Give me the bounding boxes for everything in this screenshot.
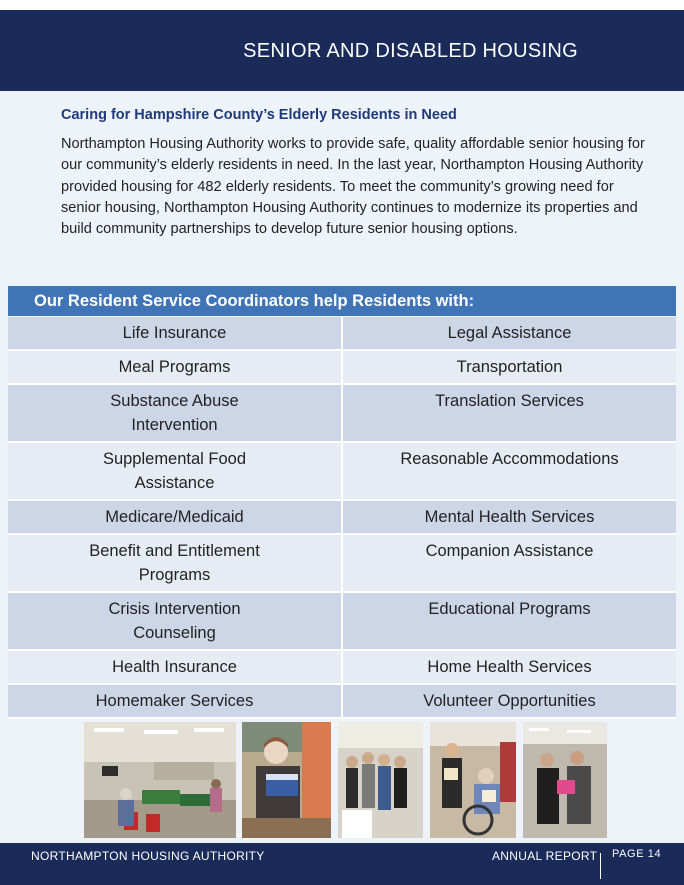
table-row xyxy=(8,384,676,442)
top-margin xyxy=(0,0,684,10)
photo-two-residents xyxy=(523,722,607,838)
service-cell-left: Meal Programs xyxy=(8,350,342,384)
services-table-header: Our Resident Service Coordinators help Residents with: xyxy=(8,286,676,316)
service-cell-right: Companion Assistance xyxy=(342,534,676,592)
service-cell-left: Crisis Intervention Counseling xyxy=(8,592,342,650)
service-cell-left: Homemaker Services xyxy=(8,684,342,718)
page-number: PAGE 14 xyxy=(612,848,662,860)
section-heading: Caring for Hampshire County’s Elderly Residents in Need xyxy=(61,107,457,123)
service-cell-right: Reasonable Accommodations xyxy=(342,442,676,500)
service-cell-left: Substance Abuse Intervention xyxy=(8,384,342,442)
footer-report-title: ANNUAL REPORT xyxy=(492,849,598,863)
photo-strip xyxy=(0,722,684,838)
table-row xyxy=(8,650,676,684)
service-cell-left: Life Insurance xyxy=(8,317,342,350)
table-row xyxy=(8,317,676,350)
services-table xyxy=(8,317,676,719)
service-cell-right: Educational Programs xyxy=(342,592,676,650)
service-cell-right: Transportation xyxy=(342,350,676,384)
table-row xyxy=(8,684,676,718)
footer-divider xyxy=(600,853,601,879)
service-cell-right: Mental Health Services xyxy=(342,500,676,534)
service-cell-right: Legal Assistance xyxy=(342,317,676,350)
service-cell-right: Volunteer Opportunities xyxy=(342,684,676,718)
service-cell-left: Medicare/Medicaid xyxy=(8,500,342,534)
service-cell-left: Benefit and Entitlement Programs xyxy=(8,534,342,592)
service-cell-right: Home Health Services xyxy=(342,650,676,684)
table-row xyxy=(8,350,676,384)
photo-group-standing xyxy=(338,722,423,838)
photo-resident-wheelchair xyxy=(430,722,516,838)
service-cell-left: Supplemental Food Assistance xyxy=(8,442,342,500)
table-row xyxy=(8,442,676,500)
table-row xyxy=(8,500,676,534)
photo-community-room xyxy=(84,722,236,838)
service-cell-left: Health Insurance xyxy=(8,650,342,684)
footer-organization: NORTHAMPTON HOUSING AUTHORITY xyxy=(31,849,265,863)
page-title: SENIOR AND DISABLED HOUSING xyxy=(243,40,578,62)
table-row xyxy=(8,534,676,592)
photo-resident-gift xyxy=(242,722,331,838)
section-body: Northampton Housing Authority works to provide safe, quality affordable senior housing for our community’s elderly residents in need. In the last year, Northampton Housing Authority provided housing for 482 elderly residents. To meet the community’s growing need for senior housing, Northampton Housing Authority continues to modernize its properties and build community partnerships to develop future senior housing options. xyxy=(61,136,645,238)
page-banner xyxy=(0,10,684,91)
service-cell-right: Translation Services xyxy=(342,384,676,442)
page-footer xyxy=(0,843,684,885)
table-row xyxy=(8,592,676,650)
